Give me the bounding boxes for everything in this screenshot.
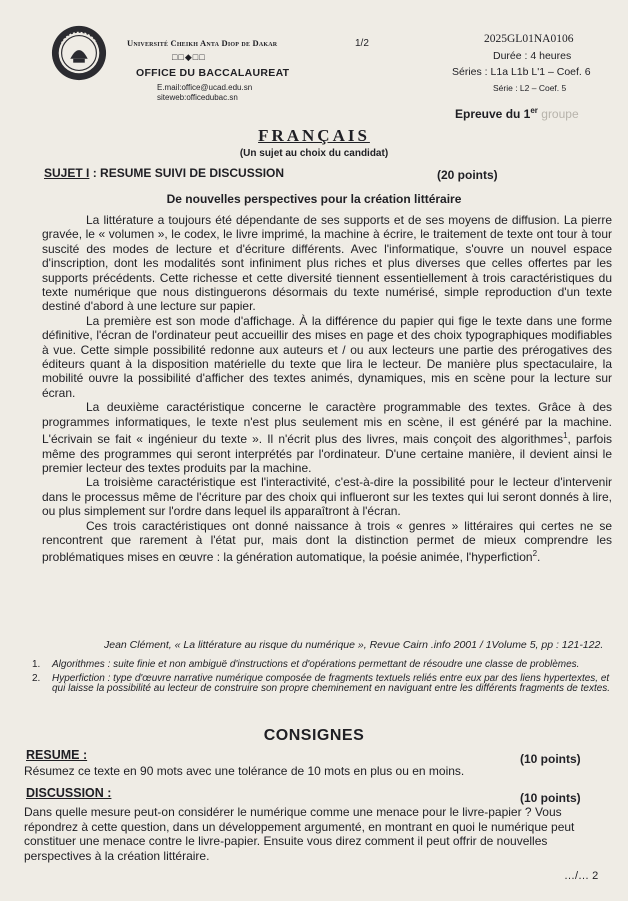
paragraph-2: La première est son mode d'affichage. À la différence du papier qui fige le texte dans une forme définitive, l'écran de l'ordinateur peut accueillir des mises en page et des choix typographiques modifiables à vue. Cette simple possibilité redonne aux auteurs et / ou aux lecteurs une partie des prérogatives des éditeurs quant à la disposition matérielle du texte que lira le lecteur. De manière plus spectaculaire, la mobilité ouvre la possibilité d'afficher des textes animés, dynamiques, mis en scène pour la lecture sur écran. bbox=[42, 313, 612, 400]
resume-points: (10 points) bbox=[520, 752, 581, 766]
page-number: 1/2 bbox=[355, 38, 369, 49]
resume-label: RESUME : bbox=[26, 748, 88, 762]
footnote-ref-1: 1 bbox=[563, 431, 568, 441]
paragraph-3-text: La deuxième caractéristique concerne le caractère programmable des textes. Grâce à des programmes informatiques, le texte n'est plus seulement mis en scène, il est généré par la machine. L'écrivain se fait « ingénieur du texte ». Il n'écrit plus des livres, mais conçoit des algorithmes bbox=[42, 400, 612, 447]
paragraph-3 bbox=[42, 400, 612, 475]
discussion-points: (10 points) bbox=[520, 791, 581, 805]
exam-code: 2025GL01NA0106 bbox=[484, 33, 574, 45]
paragraph-3-rest: , parfois même des programmes qui seront interprétés par l'ordinateur. D'une certaine manière, il devient ainsi le premier lecteur des textes produits par la machine. bbox=[42, 432, 612, 475]
text-headline: De nouvelles perspectives pour la création littéraire bbox=[166, 192, 462, 206]
sujet-points: (20 points) bbox=[437, 168, 498, 182]
sujet-heading bbox=[44, 166, 284, 180]
email-line: E.mail:office@ucad.edu.sn bbox=[157, 83, 253, 92]
university-name: Université Cheikh Anta Diop de Dakar bbox=[127, 38, 278, 48]
footnote-1 bbox=[32, 660, 616, 671]
epreuve-tail: groupe bbox=[541, 107, 579, 121]
footnote-number: 1. bbox=[32, 659, 41, 670]
resume-instruction: Résumez ce texte en 90 mots avec une tolérance de 10 mots en plus ou en moins. bbox=[24, 764, 465, 778]
paragraph-5-text: Ces trois caractéristiques ont donné naissance à trois « genres » littéraires qui certes ne se rencontrent que rarement à l'état pur, mais dont la distinction permet de mieux comprendre les problématiques mises en œuvre : la génération automatique, la poésie animée, l'hyperfiction bbox=[42, 518, 612, 565]
site-line: siteweb:officedubac.sn bbox=[157, 93, 238, 102]
office-name: OFFICE DU BACCALAUREAT bbox=[136, 67, 290, 79]
discussion-instruction: Dans quelle mesure peut-on considérer le numérique comme une menace pour le livre-papier ? Vous répondrez à cette question, dans un développement argumenté, en montrant en quoi le numérique peut constituer une menace contre le livre-papier. Ensuite vous direz comment il peut offrir de nouvelles perspectives à la création littéraire. bbox=[24, 805, 575, 863]
sujet-label-rest: : RESUME SUIVI DE DISCUSSION bbox=[89, 166, 285, 180]
epreuve-sup: er bbox=[530, 106, 538, 115]
series-line: Séries : L1a L1b L'1 – Coef. 6 bbox=[452, 66, 591, 78]
series-line-2: Série : L2 – Coef. 5 bbox=[493, 83, 567, 93]
footnote-number: 2. bbox=[32, 672, 41, 684]
footnote-ref-2: 2 bbox=[532, 549, 538, 559]
discussion-label: DISCUSSION : bbox=[26, 786, 112, 800]
contact-block bbox=[157, 83, 252, 103]
footnote-text: Hyperfiction : type d'œuvre narrative numérique composée de fragments textuels reliés entre eux par des liens hypertextes, et qui laisse la possibilité au lecteur de construire son propre cheminement en naviguant entre les différents fragments de textes. bbox=[52, 672, 611, 694]
footnotes bbox=[32, 660, 616, 698]
subject-subtitle: (Un sujet au choix du candidat) bbox=[239, 148, 389, 159]
paragraph-5-end: . bbox=[537, 550, 541, 565]
university-seal-logo bbox=[50, 24, 108, 82]
paragraph-4: La troisième caractéristique est l'interactivité, c'est-à-dire la possibilité pour le lecteur d'intervenir dans le processus même de l'écriture par des choix qui influeront sur les textes qui lui seront donnés à lire, ou plus simplement sur l'ordre dans lequel ils apparaîtront à l'écran. bbox=[42, 475, 612, 519]
paragraph-1: La littérature a toujours été dépendante de ses supports et de ses moyens de diffusion. La pierre gravée, le « volumen », le codex, le livre imprimé, la machine à écrire, le traitement de texte ont tour à tour suscité des modes de lecture et d'écriture différents. Avec l'informatique, s'ouvre un nouvel espace d'inscription, dont les modalités sont infiniment plus riches et plus diverses que celles offertes par les supports précédents. Cette richesse et cette diversité tiennent essentiellement à trois caractéristiques du texte numérique que nous distinguerons désormais du texte numérisé, simple reproduction d'un texte destiné d'abord à une lecture sur papier. bbox=[42, 213, 612, 314]
main-text bbox=[42, 213, 612, 565]
duration: Durée : 4 heures bbox=[493, 50, 572, 62]
footnote-text: Algorithmes : suite finie et non ambiguë d'instructions et d'opérations permettant de résoudre une classe de problèmes. bbox=[52, 659, 580, 670]
text-source: Jean Clément, « La littérature au risque du numérique », Revue Cairn .info 2001 / 1Volume 5, pp : 121-122. bbox=[104, 639, 604, 651]
subject-title: FRANÇAIS bbox=[258, 126, 370, 145]
consignes-title: CONSIGNES bbox=[263, 727, 365, 744]
continue-marker: …/… 2 bbox=[564, 870, 599, 882]
footnote-2 bbox=[32, 674, 616, 695]
epreuve-text: Epreuve du 1 bbox=[455, 107, 531, 121]
epreuve-label bbox=[455, 106, 579, 121]
paragraph-5 bbox=[42, 519, 612, 565]
header-ornament: □□◆□□ bbox=[172, 52, 206, 62]
sujet-label: SUJET I bbox=[44, 166, 90, 180]
